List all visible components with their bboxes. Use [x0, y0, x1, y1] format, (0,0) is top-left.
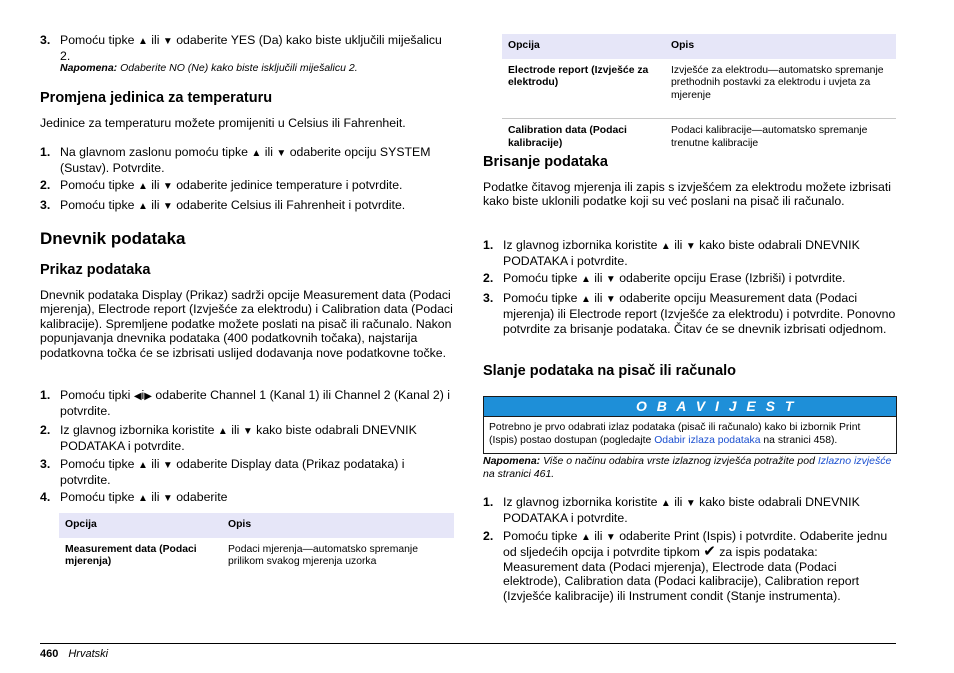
- description-cell: Izvješće za elektrodu—automatsko spremanje prethodnih postavki za elektrodu i uvjeta za mjerenje: [671, 64, 884, 101]
- step-number: 1.: [483, 238, 494, 252]
- down-arrow-icon: ▼: [162, 460, 173, 471]
- send-step-1: [483, 495, 896, 526]
- step-text-end: odaberite opciju Erase (Izbriši) i potvrdite.: [619, 271, 846, 285]
- up-arrow-icon: ▲: [660, 498, 671, 509]
- delete-step-3: [483, 291, 896, 336]
- down-arrow-icon: ▼: [162, 201, 173, 212]
- option-cell: Measurement data (Podaci mjerenja): [65, 543, 197, 567]
- notice-box: [483, 396, 897, 454]
- view-step-4: [40, 490, 454, 506]
- step-text: Pomoću tipke: [503, 271, 578, 285]
- up-arrow-icon: ▲: [580, 532, 591, 543]
- table-header: [502, 34, 896, 59]
- paragraph-view-data: Dnevnik podataka Display (Prikaz) sadrži opcije Measurement data (Podaci mjerenja), Electrode report (Izvješće za elektrodu) i Calibration data (Podaci kalibracije). Spremljene podatke možete poslati na pisač ili računalo. Nakon popunjavanja dnevnika podataka (400 podatkovnih točaka), najstarija podatkovna točka će se izbrisati uslijed dodavanja nove podatkovne točke.: [40, 288, 453, 360]
- step-conj: ili: [594, 291, 603, 305]
- link-output-selection[interactable]: Odabir izlaza podataka: [654, 435, 761, 446]
- down-arrow-icon: ▼: [605, 532, 616, 543]
- column-header-description: Opis: [665, 34, 896, 59]
- up-arrow-icon: ▲: [580, 294, 591, 305]
- step-conj: ili: [674, 495, 683, 509]
- step-number: 3.: [40, 457, 51, 471]
- step-conj: ili: [151, 178, 160, 192]
- step-number: 3.: [483, 291, 494, 305]
- paragraph-delete-data: Podatke čitavog mjerenja ili zapis s izvješćem za elektrodu možete izbrisati kako biste uklonili podatke koji su već poslani na pisač ili računalo.: [483, 180, 892, 209]
- step-text: Pomoću tipke: [503, 529, 578, 543]
- step-conj: ili: [151, 33, 160, 47]
- down-arrow-icon: ▼: [162, 181, 173, 192]
- table-row: [59, 538, 454, 577]
- table-row: [502, 59, 896, 119]
- step-text-end: odaberite Channel 1 (Kanal 1) ili Channel 2 (Kanal 2) i potvrdite.: [60, 388, 451, 419]
- step-conj: i: [141, 388, 145, 402]
- page-number: 460: [40, 648, 59, 660]
- temp-step-2: [40, 178, 454, 194]
- step-text: Pomoću tipke: [60, 490, 135, 504]
- step-number: 1.: [40, 388, 51, 402]
- step-text: Pomoću tipke: [60, 457, 135, 471]
- note-text-end: na stranici 461.: [483, 468, 555, 480]
- step-conj: ili: [674, 238, 683, 252]
- view-step-2: [40, 423, 454, 454]
- right-arrow-icon: ▶: [144, 391, 152, 402]
- notice-title: O B A V I J E S T: [484, 397, 896, 417]
- down-arrow-icon: ▼: [276, 148, 287, 159]
- step-number: 1.: [483, 495, 494, 509]
- down-arrow-icon: ▼: [162, 493, 173, 504]
- up-arrow-icon: ▲: [217, 426, 228, 437]
- step-text: Iz glavnog izbornika koristite: [503, 238, 658, 252]
- step-text: Pomoću tipki: [60, 388, 131, 402]
- note-mixer: [60, 62, 460, 75]
- step-mixer: [40, 33, 454, 64]
- step-text-end: kako biste odabrali DNEVNIK PODATAKA i potvrdite.: [60, 423, 417, 454]
- footer-language: Hrvatski: [68, 648, 109, 660]
- step-text: Pomoću tipke: [503, 291, 578, 305]
- step-text: Pomoću tipke: [60, 178, 135, 192]
- up-arrow-icon: ▲: [137, 181, 148, 192]
- note-label: Napomena:: [483, 455, 541, 467]
- down-arrow-icon: ▼: [605, 274, 616, 285]
- step-text: Na glavnom zaslonu pomoću tipke: [60, 145, 248, 159]
- step-conj: ili: [594, 529, 603, 543]
- down-arrow-icon: ▼: [685, 241, 696, 252]
- step-text-end: odaberite YES (Da) kako biste uključili miješalicu 2.: [60, 33, 442, 64]
- step-text-end: odaberite opciju Measurement data (Podaci mjerenja) ili Electrode report (Izvješće za elektrodu) i potvrdite. Ponovno potvrdite za brisanje podataka. Čitav će se dnevnik izbrisati odjednom.: [503, 291, 896, 336]
- notice-text-end: na stranici 458).: [763, 435, 838, 446]
- down-arrow-icon: ▼: [162, 36, 173, 47]
- step-number: 2.: [483, 529, 494, 543]
- up-arrow-icon: ▲: [580, 274, 591, 285]
- step-text-end: odaberite Print (Ispis) i potvrdite. Odaberite jednu od sljedećih opcija i potvrdite tipkom: [503, 529, 888, 560]
- option-cell: Electrode report (Izvješće za elektrodu): [508, 64, 649, 88]
- note-label: Napomena:: [60, 62, 118, 74]
- step-conj: ili: [151, 490, 160, 504]
- step-number: 3.: [40, 198, 51, 212]
- step-text-end: odaberite jedinice temperature i potvrdite.: [176, 178, 403, 192]
- footer-divider: [40, 643, 896, 644]
- heading-temperature: Promjena jedinica za temperaturu: [40, 90, 273, 106]
- step-number: 4.: [40, 490, 51, 504]
- send-step-2: [483, 529, 896, 603]
- description-cell: Podaci kalibracije—automatsko spremanje trenutne kalibracije: [665, 119, 896, 159]
- step-number: 1.: [40, 145, 51, 159]
- down-arrow-icon: ▼: [685, 498, 696, 509]
- step-conj: ili: [594, 271, 603, 285]
- step-conj: ili: [151, 457, 160, 471]
- step-conj: ili: [231, 423, 240, 437]
- view-step-3: [40, 457, 454, 488]
- step-text: Pomoću tipke: [60, 198, 135, 212]
- delete-step-1: [483, 238, 896, 269]
- paragraph-temperature: Jedinice za temperaturu možete promijeniti u Celsius ili Fahrenheit.: [40, 116, 406, 130]
- note-text: Odaberite NO (Ne) kako biste isključili miješalicu 2.: [120, 62, 358, 74]
- table-header: [59, 513, 454, 538]
- temp-step-3: [40, 198, 454, 214]
- up-arrow-icon: ▲: [660, 241, 671, 252]
- up-arrow-icon: ▲: [137, 460, 148, 471]
- note-text: Više o načinu odabira vrste izlaznog izvješća potražite pod: [543, 455, 815, 467]
- note-send: [483, 455, 896, 481]
- column-header-option: Opcija: [59, 513, 222, 538]
- step-number: 2.: [40, 178, 51, 192]
- link-output-report[interactable]: Izlazno izvješće: [817, 455, 892, 467]
- view-step-1: [40, 388, 454, 419]
- step-text-end: odaberite Display data (Prikaz podataka) i potvrdite.: [60, 457, 405, 488]
- heading-view-data: Prikaz podataka: [40, 262, 151, 278]
- step-conj: ili: [151, 198, 160, 212]
- notice-body: [484, 417, 896, 453]
- step-text-end: kako biste odabrali DNEVNIK PODATAKA i potvrdite.: [503, 495, 860, 526]
- down-arrow-icon: ▼: [605, 294, 616, 305]
- step-text-tail: za ispis podataka: Measurement data (Podaci mjerenja), Electrode data (Podaci elektrode), Calibration data (Podaci kalibracije), Calibration report (Izvješće kalibracije) ili Instrument condit (Stanje instrumenta).: [503, 545, 860, 603]
- options-table-right: [502, 34, 896, 158]
- heading-delete-data: Brisanje podataka: [483, 154, 608, 170]
- step-text: Iz glavnog izbornika koristite: [503, 495, 658, 509]
- step-text-end: odaberite Celsius ili Fahrenheit i potvrdite.: [176, 198, 406, 212]
- page-footer: [40, 647, 108, 661]
- table-row: [502, 119, 896, 159]
- notice-text: Potrebno je prvo odabrati izlaz podataka (pisač ili računalo) kako bi izbornik Print (Ispis) postao dostupan (pogledajte: [489, 422, 861, 446]
- step-text-end: kako biste odabrali DNEVNIK PODATAKA i potvrdite.: [503, 238, 860, 269]
- up-arrow-icon: ▲: [137, 36, 148, 47]
- delete-step-2: [483, 271, 896, 287]
- step-text-end: odaberite: [176, 490, 228, 504]
- up-arrow-icon: ▲: [251, 148, 262, 159]
- up-arrow-icon: ▲: [137, 201, 148, 212]
- heading-send-data: Slanje podataka na pisač ili računalo: [483, 363, 737, 379]
- temp-step-1: [40, 145, 454, 176]
- step-number: 2.: [483, 271, 494, 285]
- step-text: Pomoću tipke: [60, 33, 135, 47]
- step-conj: ili: [264, 145, 273, 159]
- step-text-end: odaberite opciju SYSTEM (Sustav). Potvrdite.: [60, 145, 431, 176]
- heading-data-log: Dnevnik podataka: [40, 229, 186, 248]
- up-arrow-icon: ▲: [137, 493, 148, 504]
- down-arrow-icon: ▼: [242, 426, 253, 437]
- step-number: 2.: [40, 423, 51, 437]
- options-table-left: [59, 513, 454, 577]
- step-number: 3.: [40, 33, 51, 47]
- option-cell: Calibration data (Podaci kalibracije): [502, 119, 665, 159]
- column-header-option: Opcija: [502, 34, 665, 59]
- column-header-description: Opis: [222, 513, 454, 538]
- checkmark-icon: ✔: [703, 543, 716, 561]
- left-arrow-icon: ◀: [133, 391, 142, 402]
- description-cell: Podaci mjerenja—automatsko spremanje prilikom svakog mjerenja uzorka: [228, 543, 419, 567]
- step-text: Iz glavnog izbornika koristite: [60, 423, 215, 437]
